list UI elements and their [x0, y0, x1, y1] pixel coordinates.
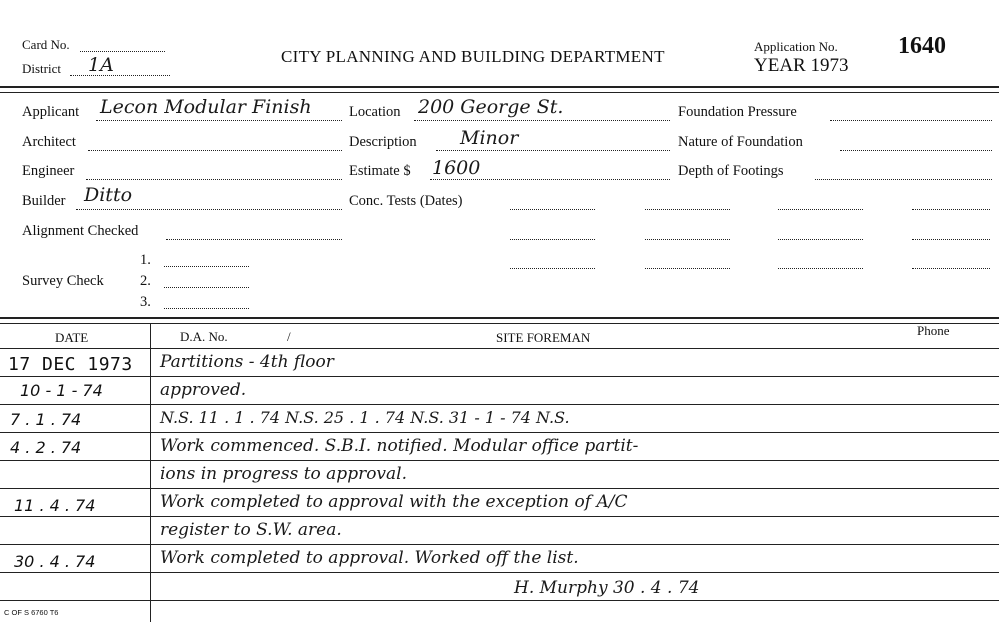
description-value: Minor	[460, 127, 519, 149]
estimate-label: Estimate $	[349, 163, 411, 179]
district-value: 1A	[88, 54, 114, 76]
top-rule	[0, 86, 999, 88]
survey-number-2: 2.	[140, 273, 151, 289]
log-entry-text: Partitions - 4th floor	[160, 352, 334, 372]
location-label: Location	[349, 104, 401, 120]
log-entry-text: Work completed to approval. Worked off the list.	[160, 548, 579, 568]
application-no-label: Application No.	[754, 39, 838, 54]
log-entry-text: approved.	[160, 380, 247, 400]
alignment-line	[166, 239, 342, 240]
phone-header: Phone	[917, 323, 950, 338]
year-label: YEAR 1973	[754, 55, 849, 76]
survey-line-1	[164, 266, 249, 267]
log-row-line	[0, 432, 999, 433]
applicant-value: Lecon Modular Finish	[100, 96, 312, 118]
nature-foundation-label: Nature of Foundation	[678, 134, 803, 150]
conc-line	[645, 209, 730, 210]
engineer-label: Engineer	[22, 163, 75, 179]
conc-line	[912, 239, 990, 240]
department-title: CITY PLANNING AND BUILDING DEPARTMENT	[281, 47, 665, 66]
application-number: 1640	[898, 33, 946, 59]
description-label: Description	[349, 134, 417, 150]
date-header: DATE	[55, 330, 89, 345]
depth-footings-line	[815, 179, 992, 180]
location-line	[414, 120, 670, 121]
foundation-pressure-line	[830, 120, 992, 121]
log-date: 11 . 4 . 74	[14, 496, 96, 515]
card-no-line	[80, 51, 165, 52]
conc-line	[510, 239, 595, 240]
log-row-line	[0, 516, 999, 517]
conc-line	[912, 209, 990, 210]
log-date: 7 . 1 . 74	[10, 410, 82, 429]
description-line	[436, 150, 670, 151]
log-entry-text: register to S.W. area.	[160, 520, 342, 540]
foundation-pressure-label: Foundation Pressure	[678, 104, 797, 120]
district-line	[70, 75, 170, 76]
architect-line	[88, 150, 342, 151]
log-date: 10 - 1 - 74	[20, 381, 103, 400]
alignment-label: Alignment Checked	[22, 223, 139, 239]
survey-label: Survey Check	[22, 273, 104, 289]
conc-line	[778, 209, 863, 210]
builder-value: Ditto	[84, 184, 133, 206]
log-row-line	[0, 488, 999, 489]
depth-footings-label: Depth of Footings	[678, 163, 784, 179]
conc-line	[510, 209, 595, 210]
log-date: 30 . 4 . 74	[14, 552, 96, 571]
builder-label: Builder	[22, 193, 66, 209]
survey-number-3: 3.	[140, 294, 151, 310]
log-entry-text: ions in progress to approval.	[160, 464, 408, 484]
log-column-divider	[150, 323, 151, 622]
log-row-line	[0, 572, 999, 573]
applicant-label: Applicant	[22, 104, 80, 120]
estimate-line	[430, 179, 670, 180]
nature-foundation-line	[840, 150, 992, 151]
survey-line-2	[164, 287, 249, 288]
da-header: D.A. No.	[180, 329, 228, 344]
log-date-stamp: 17 DEC 1973	[8, 354, 133, 375]
conc-line	[510, 268, 595, 269]
log-date: 4 . 2 . 74	[10, 438, 82, 457]
district-label: District	[22, 61, 61, 76]
log-entry-text: Work completed to approval with the exception of A/C	[160, 492, 628, 512]
log-signature: H. Murphy 30 . 4 . 74	[514, 578, 700, 598]
log-top-rule	[0, 317, 999, 319]
log-row-line	[0, 544, 999, 545]
top-rule-thin	[0, 92, 999, 93]
conc-line	[778, 239, 863, 240]
log-entry-text: Work commenced. S.B.I. notified. Modular office partit-	[160, 436, 639, 456]
survey-number-1: 1.	[140, 252, 151, 268]
estimate-value: 1600	[432, 157, 481, 179]
conc-line	[778, 268, 863, 269]
form-code: C OF S 6760 T6	[4, 608, 59, 617]
builder-line	[76, 209, 342, 210]
location-value: 200 George St.	[418, 96, 564, 118]
log-row-line	[0, 600, 999, 601]
log-row-line	[0, 404, 999, 405]
architect-label: Architect	[22, 134, 76, 150]
applicant-line	[96, 120, 342, 121]
card-no-label: Card No.	[22, 37, 70, 52]
log-row-line	[0, 460, 999, 461]
da-slash: /	[287, 329, 291, 344]
conc-line	[645, 268, 730, 269]
log-row-line	[0, 376, 999, 377]
engineer-line	[86, 179, 342, 180]
site-foreman-header: SITE FOREMAN	[496, 330, 591, 345]
log-entry-text: N.S. 11 . 1 . 74 N.S. 25 . 1 . 74 N.S. 31 - 1 - 74 N.S.	[160, 408, 570, 427]
conc-line	[645, 239, 730, 240]
survey-line-3	[164, 308, 249, 309]
conc-line	[912, 268, 990, 269]
conc-tests-label: Conc. Tests (Dates)	[349, 193, 463, 209]
